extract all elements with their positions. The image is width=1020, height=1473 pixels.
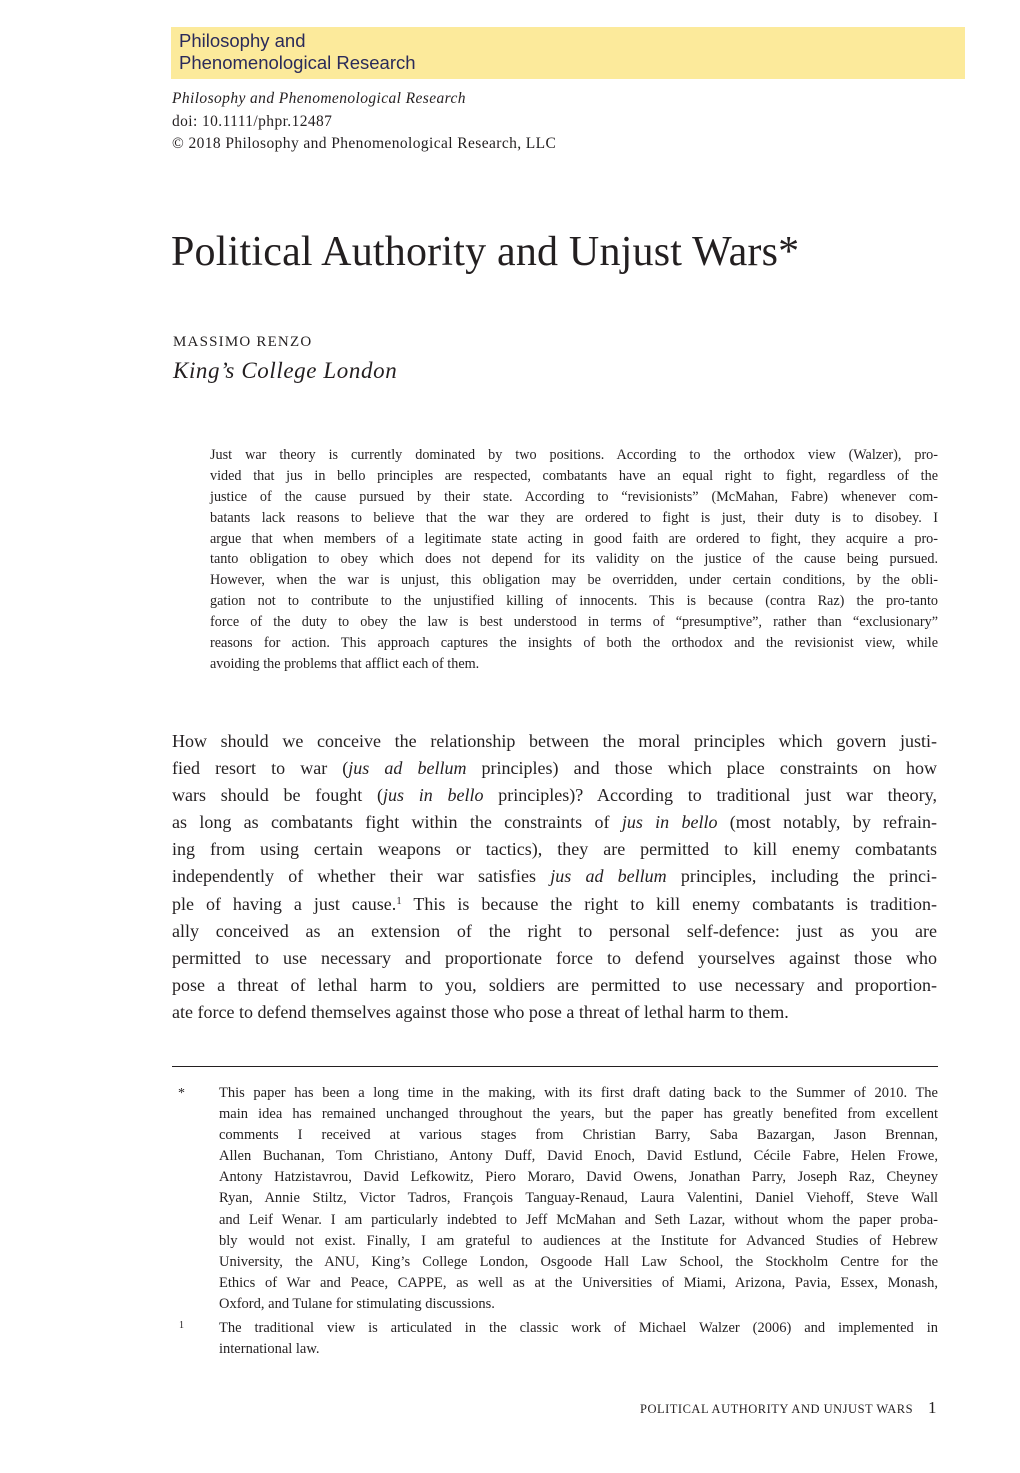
body-line: How should we conceive the relationship between the moral principles which govern justi-: [172, 731, 937, 751]
footnote-mark: *: [178, 1086, 185, 1101]
abstract-line: tanto obligation to obey which does not depend for its validity on the justice of the cause being pursued.: [210, 551, 938, 568]
journal-name: Philosophy and Phenomenological Research: [172, 90, 466, 107]
latin-term: jus ad bellum: [348, 758, 467, 779]
latin-term: jus in bello: [382, 785, 484, 806]
footnote-line: The traditional view is articulated in the classic work of Michael Walzer (2006) and implemented in: [219, 1320, 938, 1336]
body-line: independently of whether their war satisfies jus ad bellum principles, including the princi-: [172, 866, 937, 887]
journal-banner: [171, 27, 965, 79]
footnote-line: Ethics of War and Peace, CAPPE, as well as at the Universities of Miami, Arizona, Pavia, Essex, Monash,: [219, 1274, 938, 1291]
abstract-line: Just war theory is currently dominated by two positions. According to the orthodox view (Walzer), pro-: [210, 447, 938, 463]
body-line: as long as combatants fight within the constraints of jus in bello (most notably, by refrain-: [172, 812, 938, 833]
footnote-line: Allen Buchanan, Tom Christiano, Antony Duff, David Enoch, David Estlund, Cécile Fabre, Helen Frowe,: [219, 1148, 938, 1165]
abstract-line: argue that when members of a legitimate state acting in good faith are ordered to fight, they acquire a pro-: [210, 530, 938, 547]
footnote-divider: [172, 1066, 938, 1067]
body-line: pose a threat of lethal harm to you, soldiers are permitted to use necessary and proportion-: [172, 974, 937, 995]
footnote-line: Oxford, and Tulane for stimulating discussions.: [219, 1295, 495, 1312]
footnote-mark: 1: [179, 1320, 184, 1331]
body-line: permitted to use necessary and proportionate force to defend yourselves against those who: [172, 947, 937, 968]
journal-banner-line2: Phenomenological Research: [179, 52, 416, 73]
footnote-line: main idea has remained unchanged throughout the years, but the paper has greatly benefited from excellent: [219, 1106, 938, 1123]
body-line: ate force to defend themselves against those who pose a threat of lethal harm to them.: [172, 1001, 789, 1022]
page-number: 1: [928, 1398, 937, 1417]
abstract-line: reasons for action. This approach captures the insights of both the orthodox and the revisionist view, while: [210, 635, 938, 652]
footnote-line: This paper has been a long time in the making, with its first draft dating back to the Summer of 2010. The: [219, 1085, 938, 1101]
footnote-line: comments I received at various stages from Christian Barry, Saba Bazargan, Jason Brennan,: [219, 1127, 938, 1144]
footnote-line: Antony Hatzistavrou, David Lefkowitz, Piero Moraro, David Owens, Jonathan Parry, Joseph Raz, Cheyney: [219, 1169, 938, 1186]
footnote-line: University, the ANU, King’s College London, Osgoode Hall Law School, the Stockholm Centre for the: [219, 1253, 938, 1270]
author-affiliation: King’s College London: [173, 358, 398, 383]
journal-banner-line1: Philosophy and: [179, 30, 306, 51]
body-line: wars should be fought (jus in bello principles)? According to traditional just war theory,: [172, 785, 937, 806]
abstract: [210, 445, 938, 675]
body-line: ally conceived as an extension of the right to personal self-defence: just as you are: [172, 920, 937, 941]
abstract-line: force of the duty to obey the law is best understood in terms of “presumptive”, rather than “exclusionary”: [210, 614, 938, 631]
running-head: POLITICAL AUTHORITY AND UNJUST WARS: [640, 1402, 914, 1416]
latin-term: jus in bello: [621, 812, 718, 833]
body-line: ple of having a just cause.$^1$ This is because the right to kill enemy combatants is tradition-: [172, 893, 937, 914]
abstract-line: batants lack reasons to believe that the war they are ordered to fight is just, their duty is to disobey. I: [210, 509, 938, 526]
author-name: MASSIMO RENZO: [173, 334, 313, 350]
abstract-line: gation not to contribute to the unjustified killing of innocents. This is because (contra Raz) the pro-tanto: [210, 593, 938, 610]
footnote-line: and Leif Wenar. I am particularly indebted to Jeff McMahan and Seth Lazar, without whom the paper proba-: [219, 1211, 938, 1228]
latin-term: jus ad bellum: [550, 866, 667, 887]
body-line: ing from using certain weapons or tactics), they are permitted to kill enemy combatants: [172, 839, 937, 860]
footnote-text: [219, 1083, 938, 1315]
abstract-line: vided that jus in bello principles are respected, combatants have an equal right to fight, regardless of the: [210, 467, 938, 484]
article-title: Political Authority and Unjust Wars*: [171, 229, 800, 275]
abstract-line: justice of the cause pursued by their state. According to “revisionists” (McMahan, Fabre) whenever com-: [210, 488, 938, 505]
doi: doi: 10.1111/phpr.12487: [172, 113, 333, 130]
footnote-line: international law.: [219, 1341, 320, 1358]
copyright: © 2018 Philosophy and Phenomenological Research, LLC: [172, 135, 557, 152]
body-line: fied resort to war (jus ad bellum principles) and those which place constraints on how: [172, 758, 938, 779]
footnote-line: bly would not exist. Finally, I am grateful to audiences at the Institute for Advanced Studies of Hebrew: [219, 1232, 938, 1249]
abstract-line: However, when the war is unjust, this obligation may be overridden, under certain conditions, by the obli-: [210, 572, 938, 589]
body-paragraph: [172, 728, 937, 1026]
footnote-text: [219, 1318, 938, 1360]
footnote-line: Ryan, Annie Stiltz, Victor Tadros, François Tanguay-Renaud, Laura Valentini, Daniel Viehoff, Steve Wall: [219, 1190, 938, 1207]
footnote-ref[interactable]: 1: [396, 894, 402, 907]
abstract-line: avoiding the problems that afflict each of them.: [210, 655, 480, 672]
